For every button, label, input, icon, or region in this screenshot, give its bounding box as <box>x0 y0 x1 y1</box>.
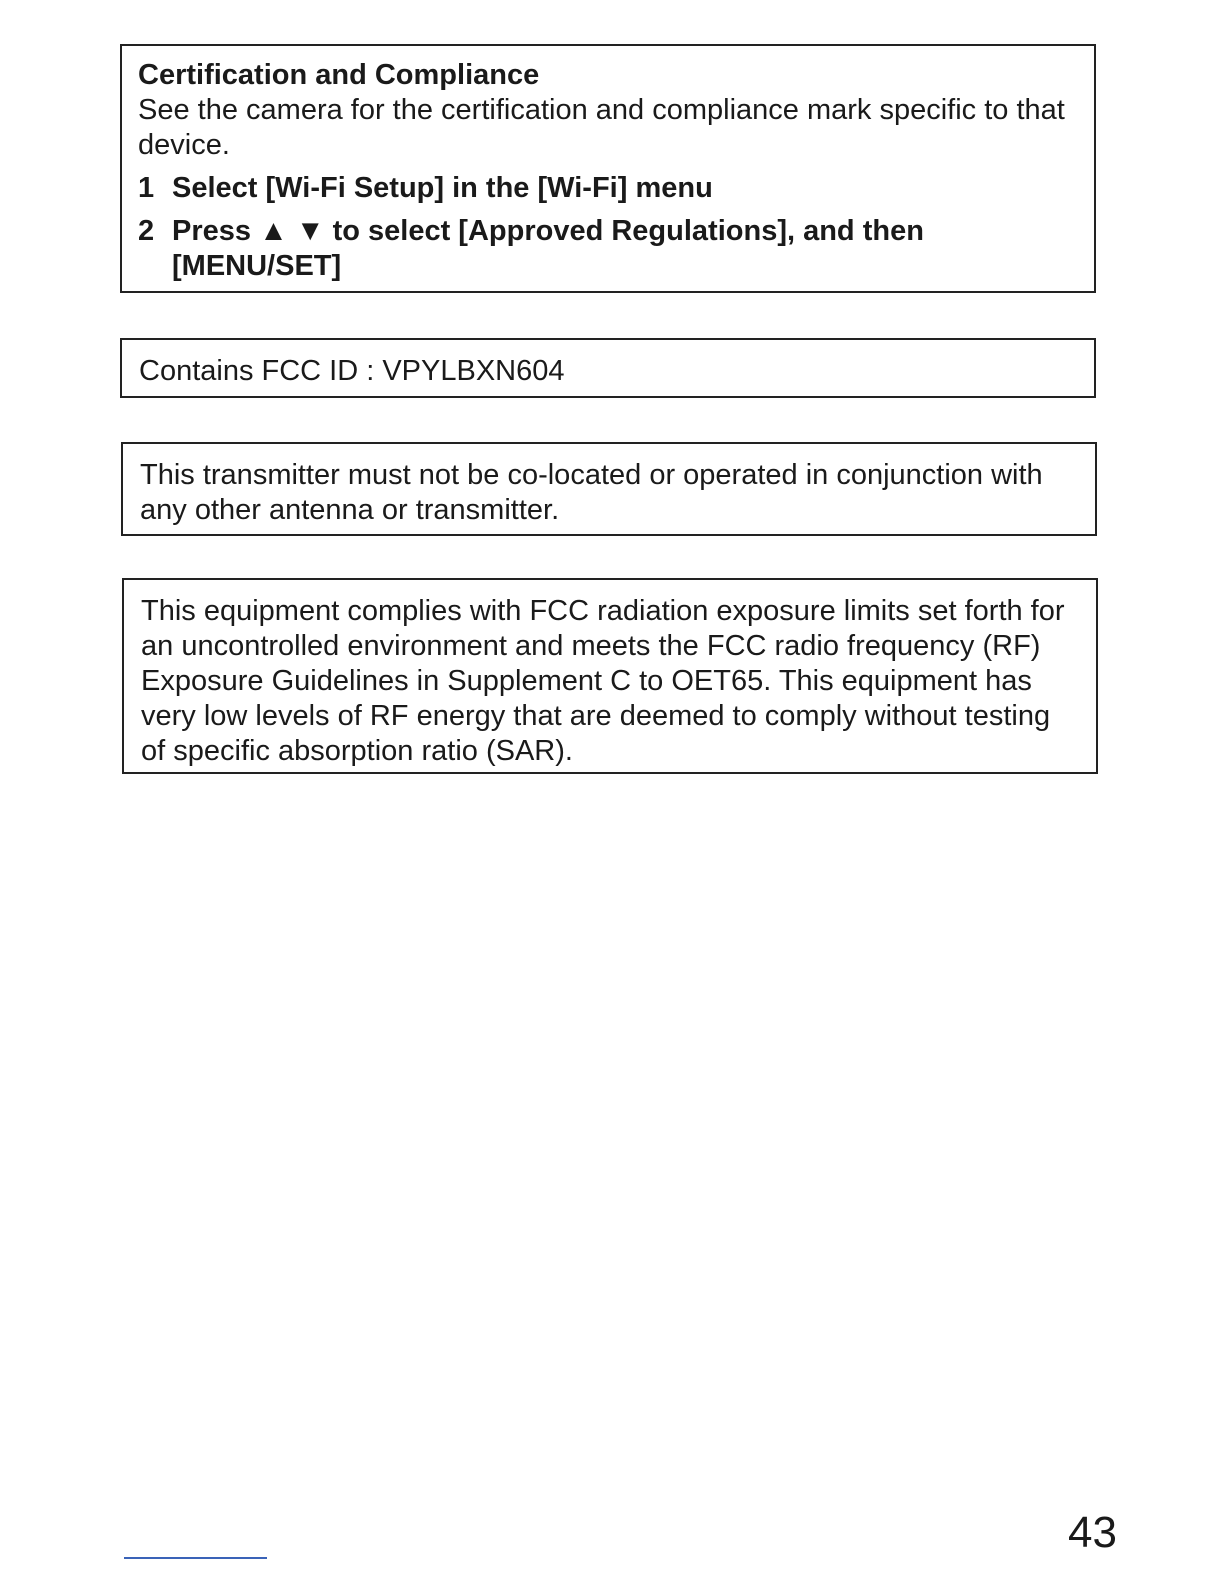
transmitter-notice-text: This transmitter must not be co-located or operated in conjunction with any other antenna or transmitter. <box>140 459 1043 526</box>
page-number: 43 <box>1068 1508 1117 1557</box>
footer-divider <box>124 1557 267 1559</box>
step-item <box>138 214 1078 284</box>
step-number: 2 <box>138 215 155 247</box>
step-item <box>138 171 1078 206</box>
certification-description: See the camera for the certification and compliance mark specific to that device. <box>138 94 1065 161</box>
rf-exposure-box <box>122 578 1098 774</box>
rf-exposure-text: This equipment complies with FCC radiation exposure limits set forth for an uncontrolled environment and meets the FCC radio frequency (RF) Exposure Guidelines in Supplement C to OET65. This equipment has very low levels of RF energy that are deemed to comply without testing of specific absorption ratio (SAR). <box>141 595 1065 767</box>
fcc-id-text: Contains FCC ID : VPYLBXN604 <box>139 355 565 387</box>
step-number: 1 <box>138 172 155 204</box>
certification-heading: Certification and Compliance <box>138 59 540 91</box>
fcc-id-box <box>120 338 1096 398</box>
step-text: Select [Wi-Fi Setup] in the [Wi-Fi] menu <box>172 172 713 204</box>
step-text: Press ▲ ▼ to select [Approved Regulations], and then [MENU/SET] <box>172 215 924 282</box>
certification-steps <box>138 171 1078 284</box>
certification-box <box>120 44 1096 293</box>
transmitter-notice-box <box>121 442 1097 536</box>
